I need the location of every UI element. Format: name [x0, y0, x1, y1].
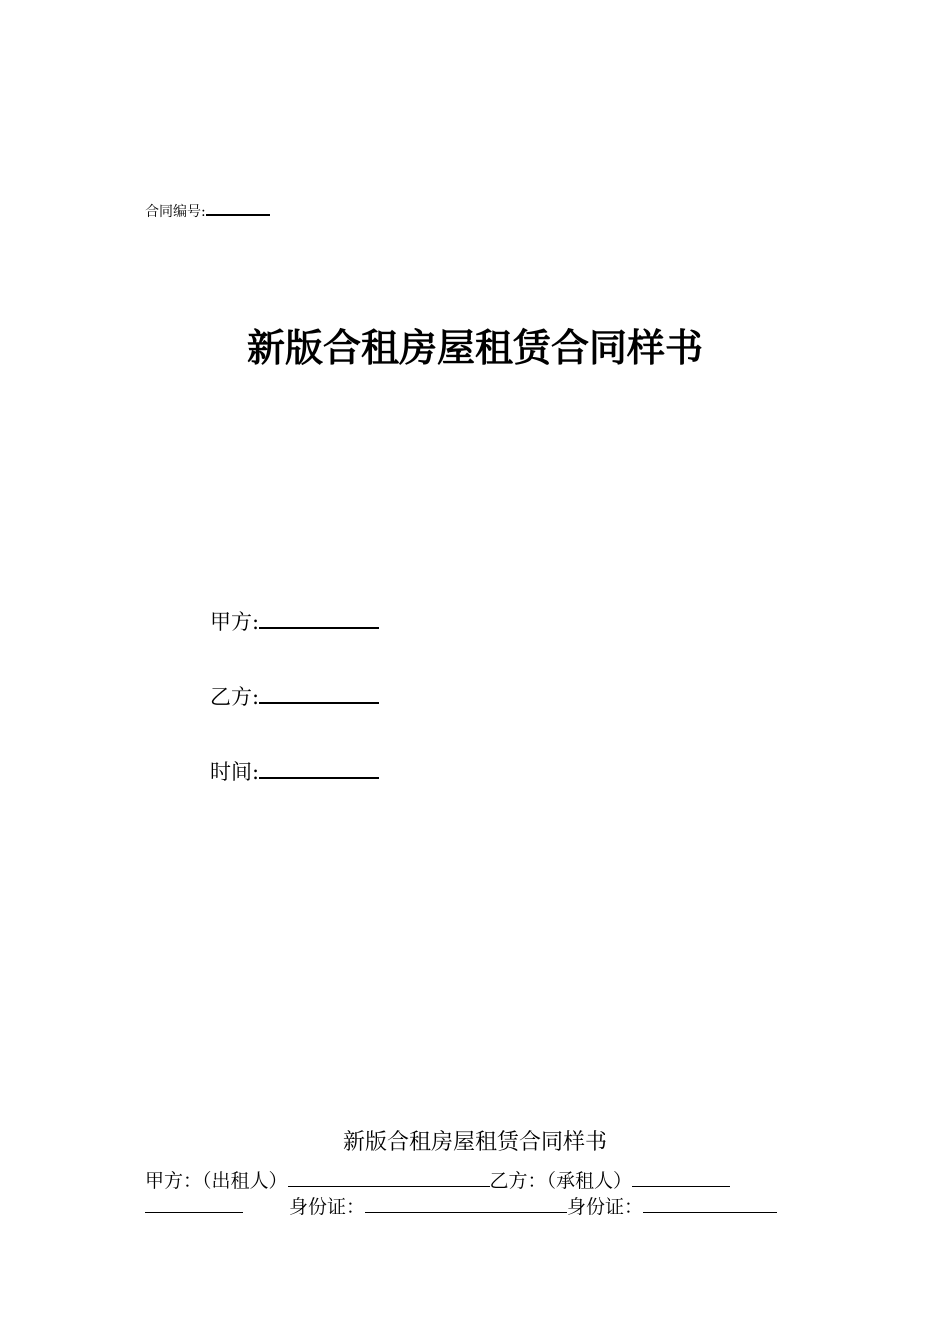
id-card-a-blank[interactable] — [365, 1193, 567, 1213]
date-blank[interactable] — [259, 757, 379, 779]
party-a-line — [210, 607, 379, 636]
contract-number-label: 合同编号: — [145, 204, 206, 220]
contract-number-line — [145, 200, 270, 222]
party-b-blank[interactable] — [259, 682, 379, 704]
id-card-row — [145, 1193, 777, 1220]
id-card-b-blank[interactable] — [643, 1193, 777, 1213]
party-a-lessor-blank[interactable] — [288, 1167, 490, 1187]
body-heading: 新版合租房屋租赁合同样书 — [342, 1130, 607, 1155]
contract-number-blank[interactable] — [206, 200, 270, 216]
party-b-lessee-label: 乙方：（承租人） — [489, 1170, 633, 1192]
parties-row — [145, 1167, 730, 1194]
party-a-blank[interactable] — [259, 607, 379, 629]
date-label: 时间: — [210, 760, 260, 784]
id-card-b-label: 身份证： — [567, 1196, 644, 1218]
party-b-line — [210, 682, 379, 711]
id-card-a-label: 身份证： — [289, 1196, 366, 1218]
party-b-lessee-blank-continued[interactable] — [145, 1193, 243, 1213]
party-a-lessor-label: 甲方：（出租人） — [145, 1170, 288, 1192]
party-a-label: 甲方: — [210, 610, 260, 634]
party-b-label: 乙方: — [210, 685, 260, 709]
document-title: 新版合租房屋租赁合同样书 — [246, 325, 703, 370]
date-line — [210, 757, 379, 786]
party-b-lessee-blank[interactable] — [632, 1167, 730, 1187]
